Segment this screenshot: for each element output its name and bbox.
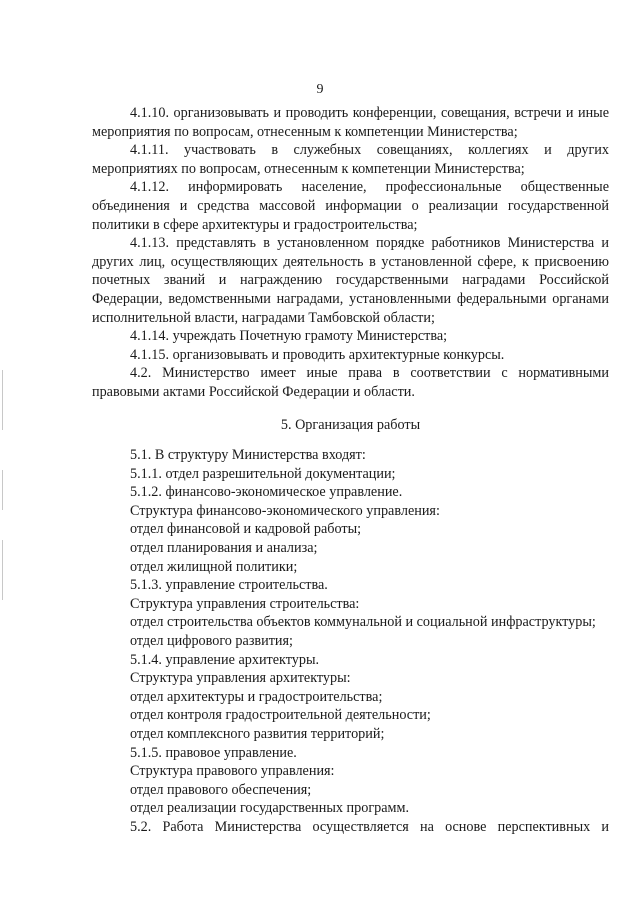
paragraph-4-1-13: 4.1.13. представлять в установленном порядке работников Министерства и других лиц, осуществляющих деятельность в установленной сфере, к присвоению почетных званий и награждению государственными наградами Российской Федерации, ведомственными наградами, установленными федеральными органами исполнительной власти, наградами Тамбовской области; [92, 235, 609, 326]
line-structure-legal: Структура правового управления: [130, 763, 335, 780]
line-dept-legal: отдел правового обеспечения; [130, 781, 312, 798]
paragraph-4-1-14: 4.1.14. учреждать Почетную грамоту Министерства; [130, 328, 448, 345]
paragraph-5-2: 5.2. Работа Министерства осуществляется на основе перспективных и [130, 818, 609, 835]
line-dept-digital: отдел цифрового развития; [130, 633, 293, 650]
line-5-1-4: 5.1.4. управление архитектуры. [130, 651, 320, 668]
paragraph-4-1-10: 4.1.10. организовывать и проводить конференции, совещания, встречи и иные мероприятия по вопросам, отнесенным к компетенции Министерства; [92, 105, 609, 140]
line-dept-architecture: отдел архитектуры и градостроительства; [130, 688, 383, 705]
paragraph-4-1-12: 4.1.12. информировать население, профессиональные общественные объединения и средства массовой информации о реализации государственной политики в сфере архитектуры и градостроительства; [92, 179, 609, 233]
document-body [92, 104, 609, 837]
section-heading: 5. Организация работы [280, 416, 421, 433]
scan-edge-mark [2, 470, 3, 510]
line-5-1-1: 5.1.1. отдел разрешительной документации; [130, 465, 396, 482]
line-dept-programs: отдел реализации государственных программ. [130, 800, 410, 817]
line-dept-housing: отдел жилищной политики; [130, 558, 298, 575]
line-5-1-3: 5.1.3. управление строительства. [130, 577, 328, 594]
line-dept-control: отдел контроля градостроительной деятельности; [130, 707, 431, 724]
page-number: 9 [316, 82, 324, 97]
line-structure-architecture: Структура управления архитектуры: [130, 670, 351, 687]
scan-edge-mark [2, 540, 3, 600]
line-5-1-2: 5.1.2. финансово-экономическое управление. [130, 484, 403, 501]
paragraph-4-2: 4.2. Министерство имеет иные права в соответствии с нормативными правовыми актами Российской Федерации и области. [92, 365, 609, 400]
scan-edge-mark [2, 370, 3, 430]
line-structure-finance: Структура финансово-экономического управления: [130, 502, 440, 519]
paragraph-4-1-11: 4.1.11. участвовать в служебных совещаниях, коллегиях и других мероприятиях по вопросам, отнесенным к компетенции Министерства; [92, 142, 609, 177]
line-structure-construction: Структура управления строительства: [130, 595, 360, 612]
line-dept-planning: отдел планирования и анализа; [130, 540, 318, 557]
paragraph-dept-construction-objects: отдел строительства объектов коммунальной и социальной инфраструктуры; [130, 614, 596, 631]
line-5-1: 5.1. В структуру Министерства входят: [130, 447, 366, 464]
line-dept-territories: отдел комплексного развития территорий; [130, 726, 385, 742]
line-dept-finance-personnel: отдел финансовой и кадровой работы; [130, 521, 362, 538]
paragraph-4-1-15: 4.1.15. организовывать и проводить архитектурные конкурсы. [130, 346, 505, 363]
line-5-1-5: 5.1.5. правовое управление. [130, 744, 297, 761]
